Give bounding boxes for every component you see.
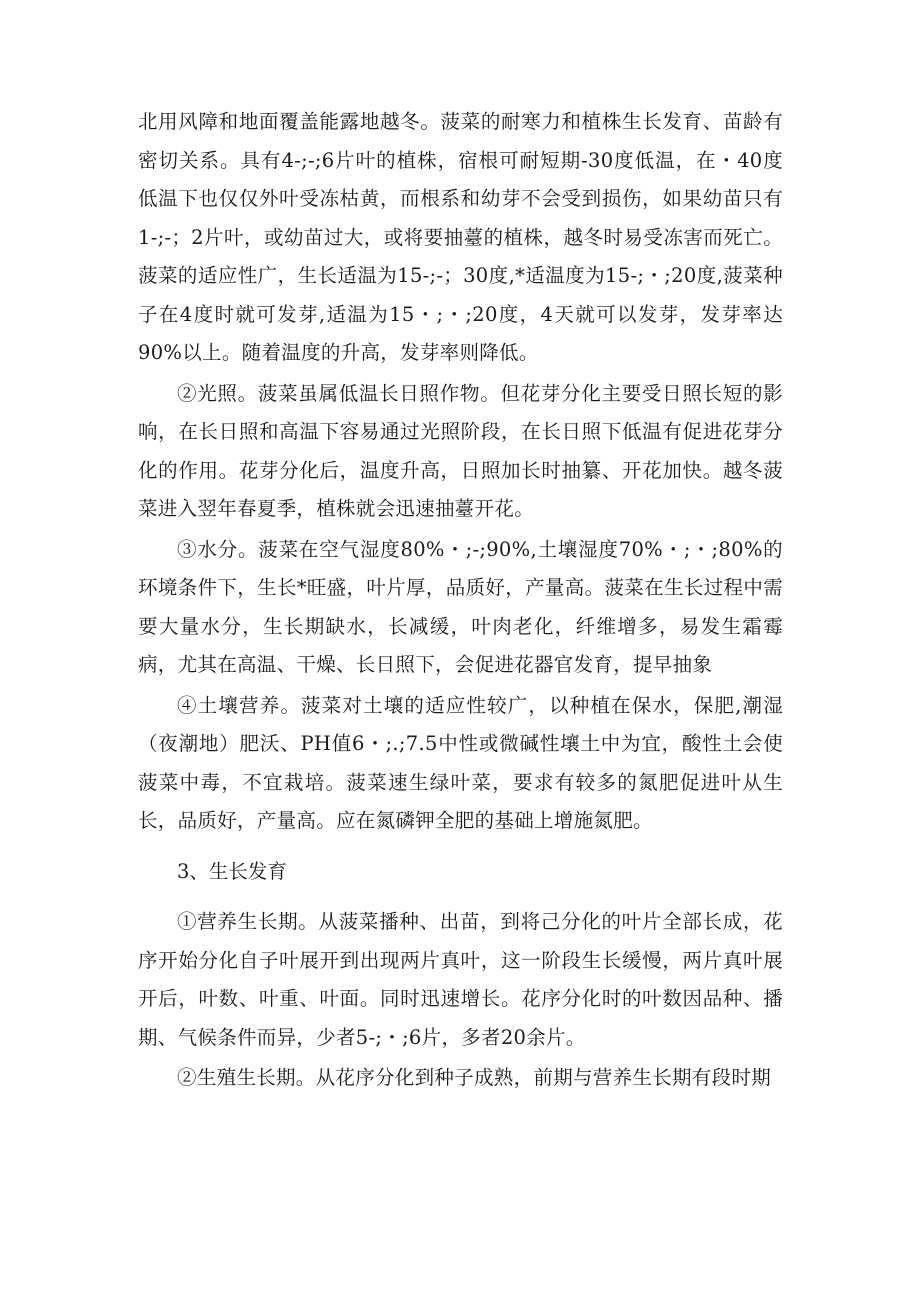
paragraph-light: ②光照。菠菜虽属低温长日照作物。但花芽分化主要受日照长短的影响，在长日照和高温下容易通过光照阶段，在长日照下低温有促进花芽分化的作用。花芽分化后，温度升高，日照加长时抽纂、开花加快。越冬菠菜进入翌年春夏季，植株就会迅速抽薹开花。 (138, 381, 783, 520)
document-body (138, 103, 783, 1098)
section-heading-growth: 3、生长发育 (177, 859, 287, 883)
paragraph-vegetative-stage: ①营养生长期。从菠菜播种、出苗，到将己分化的叶片全部长成，花序开始分化自子叶展开到出现两片真叶，这一阶段生长缓慢，两片真叶展开后，叶数、叶重、叶面。同时迅速增长。花序分化时的叶数因品种、播期、气候条件而异，少者5-;・;6片，多者20余片。 (138, 910, 783, 1049)
paragraph-temperature-continued: 北用风障和地面覆盖能露地越冬。菠菜的耐寒力和植株生长发育、苗龄有密切关系。具有4-;-;6片叶的植株，宿根可耐短期-30度低温，在・40度低温下也仅仅外叶受冻枯黄，而根系和幼芽不会受到损伤，如果幼苗只有1-;-；2片叶，或幼苗过大，或将要抽薹的植株，越冬时易受冻害而死亡。菠菜的适应性广，生长适温为15-;-；30度,*适温度为15-;・;20度,菠菜种子在4度时就可发芽,适温为15・;・;20度，4天就可以发芽，发芽率达90%以上。随着温度的升高，发芽率则降低。 (138, 110, 783, 364)
paragraph-reproductive-stage: ②生殖生长期。从花序分化到种子成熟，前期与营养生长期有段时期 (177, 1066, 772, 1089)
paragraph-water: ③水分。菠菜在空气湿度80%・;-;90%,土壤湿度70%・;・;80%的环境条件下，生长*旺盛，叶片厚，品质好，产量高。菠菜在生长过程中需要大量水分，生长期缺水，长减缓，叶肉老化，纤维增多，易发生霜霉病，尤其在高温、干燥、长日照下，会促进花器官发育，提早抽象 (138, 537, 783, 676)
paragraph-soil-nutrition: ④土壤营养。菠菜对土壤的适应性较广，以种植在保水，保肥,潮湿（夜潮地）肥沃、PH值6・;.;7.5中性或微碱性壤土中为宜，酸性土会使菠菜中毒，不宜栽培。菠菜速生绿叶菜，要求有较多的氮肥促进叶从生长，品质好，产量高。应在氮磷钾全肥的基础上增施氮肥。 (138, 693, 783, 832)
